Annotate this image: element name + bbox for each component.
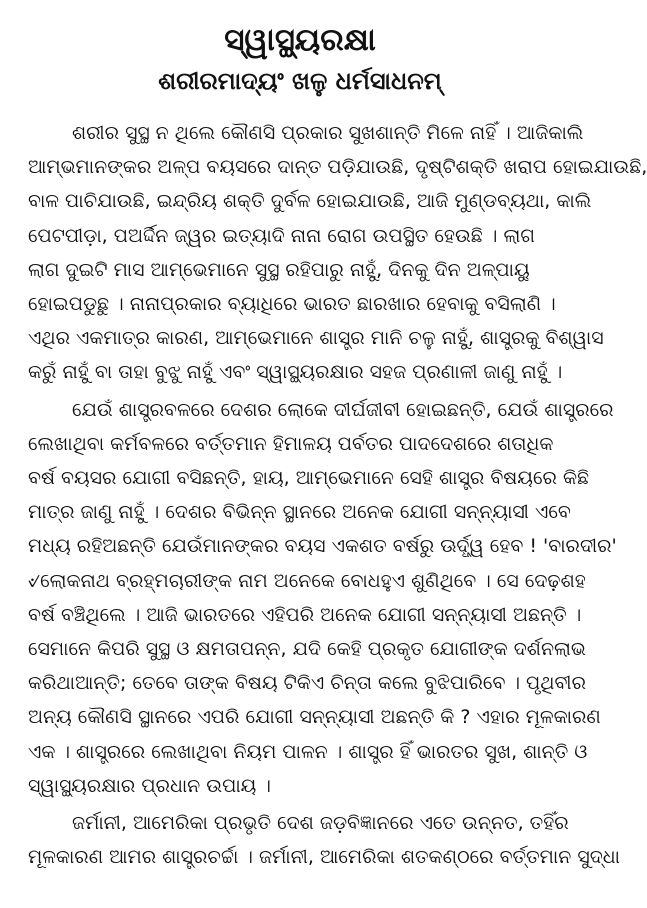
text-line: ଲେଖାଥିବା କର୍ମବଳରେ ବର୍ତ୍ତମାନ ହିମାଳୟ ପର୍ବତର ପାଦଦେଶରେ ଶତାଧିକ bbox=[28, 432, 554, 455]
text-line: ଏଥିର ଏକମାତ୍ର କାରଣ, ଆମ୍ଭେମାନେ ଶାସ୍ତ୍ର ମାନି ଚଳୁ ନାହୁଁ, ଶାସ୍ତ୍ରକୁ ବିଶ୍ୱାସ bbox=[28, 327, 604, 350]
text-line: ସେମାନେ କିପରି ସୁସ୍ଥ ଓ କ୍ଷମତାପନ୍ନ, ଯଦି କେହି ପ୍ରକୃତ ଯୋଗୀଙ୍କ ଦର୍ଶନଲାଭ bbox=[28, 638, 586, 661]
text-line: ଆମ୍ଭମାନଙ୍କର ଅଳ୍ପ ବୟସରେ ଦାନ୍ତ ପଡ଼ିଯାଉଛି, ଦୃଷ୍ଟିଶକ୍ତି ଖରାପ ହୋଇଯାଉଛି, bbox=[28, 156, 647, 179]
text-line: କରୁଁ ନାହୁଁ ବା ତାହା ବୁଝୁ ନାହୁଁ ଏବଂ ସ୍ୱାସ୍ଥ୍ୟରକ୍ଷାର ସହଜ ପ୍ରଣାଳୀ ଜାଣୁ ନାହୁଁ । bbox=[28, 361, 563, 384]
text-line: ଜର୍ମାନୀ, ଆମେରିକା ପ୍ରଭୃତି ଦେଶ ଜଡ଼ବିଜ୍ଞାନରେ ଏତେ ଉନ୍ନତ, ତହିଁର bbox=[72, 812, 569, 835]
text-line: ଲାଗ ଦୁଇଟି ମାସ ଆମ୍ଭେମାନେ ସୁସ୍ଥ ରହିପାରୁ ନାହୁଁ, ଦିନକୁ ଦିନ ଅଳ୍ପାୟୁ bbox=[28, 258, 530, 281]
text-line: ବର୍ଷ ବୟସର ଯୋଗୀ ବସିଛନ୍ତି, ହାୟ, ଆମ୍ଭେମାନେ ସେହି ଶାସ୍ତ୍ର ବିଷୟରେ କିଛି bbox=[28, 467, 590, 490]
text-line: ଶରୀର ସୁସ୍ଥ ନ ଥିଲେ କୌଣସି ପ୍ରକାର ସୁଖଶାନ୍ତି ମିଳେ ନାହିଁ । ଆଜିକାଲି bbox=[72, 122, 584, 144]
text-line: ଏକ । ଶାସ୍ତ୍ରରେ ଲେଖାଥିବା ନିୟମ ପାଳନ । ଶାସ୍ତ୍ର ହିଁ ଭାରତର ସୁଖ, ଶାନ୍ତି ଓ bbox=[28, 740, 588, 763]
text-line: ପେଟପୀଡ଼ା, ପଅର୍ଦ୍ଦିନ ଜ୍ୱର ଇତ୍ୟାଦି ନାନା ରୋଗ ଉପସ୍ଥିତ ହେଉଛି । ଲାଗ bbox=[28, 224, 535, 247]
paragraph-1 bbox=[28, 116, 647, 390]
paragraph-2 bbox=[28, 393, 617, 803]
text-line: ମାତ୍ର ଜାଣୁ ନାହୁଁ । ଦେଶର ବିଭିନ୍ନ ସ୍ଥାନରେ ଅନେକ ଯୋଗୀ ସନ୍ନ୍ୟାସୀ ଏବେ bbox=[28, 501, 571, 524]
text-line: ମୂଳକାରଣ ଆମର ଶାସ୍ତ୍ରଚର୍ଚ୍ଚା । ଜର୍ମାନୀ, ଆମେରିକା ଶତକଣ୍ଠରେ ବର୍ତ୍ତମାନ ସୁଦ୍ଧା bbox=[28, 846, 620, 869]
text-line: ମଧ୍ୟ ରହିଅଛନ୍ତି ଯେଉଁମାନଙ୍କର ବୟସ ଏକଶତ ବର୍ଷରୁ ଊର୍ଦ୍ଧ୍ୱ ହେବ ! 'ବାରଦୀର' bbox=[28, 535, 617, 558]
text-line: ସ୍ୱାସ୍ଥ୍ୟରକ୍ଷାର ପ୍ରଧାନ ଉପାୟ । bbox=[28, 774, 271, 797]
text-line: ୰ଲୋକନାଥ ବ୍ରହ୍ମଚାରୀଙ୍କ ନାମ ଅନେକେ ବୋଧହୁଏ ଶୁଣିଥିବେ । ସେ ଦେଢ଼ଶହ bbox=[28, 569, 586, 592]
paragraph-3 bbox=[28, 806, 620, 874]
text-line: ହୋଇପଡୁଛୁ । ନାନାପ୍ରକାର ବ୍ୟାଧିରେ ଭାରତ ଛାରଖାର ହେବାକୁ ବସିଲାଣି । bbox=[28, 293, 556, 316]
page-title: ସ୍ୱାସ୍ଥ୍ୟରକ୍ଷା bbox=[224, 22, 376, 58]
text-line: ବର୍ଷ ବଞ୍ଚିଥିଲେ । ଆଜି ଭାରତରେ ଏହିପରି ଅନେକ ଯୋଗୀ ସନ୍ନ୍ୟାସୀ ଅଛନ୍ତି । bbox=[28, 603, 582, 626]
text-line: ବାଳ ପାଚିଯାଉଛି, ଇନ୍ଦ୍ରିୟ ଶକ୍ତି ଦୁର୍ବଳ ହୋଇଯାଉଛି, ଆଜି ମୁଣ୍ଡବ୍ୟଥା, କାଲି bbox=[28, 190, 592, 213]
text-line: ଅନ୍ୟ କୌଣସି ସ୍ଥାନରେ ଏପରି ଯୋଗୀ ସନ୍ନ୍ୟାସୀ ଅଛନ୍ତି କି ? ଏହାର ମୂଳକାରଣ bbox=[28, 706, 601, 729]
text-line: କରିଥାଆନ୍ତି; ତେବେ ତାଙ୍କ ବିଷୟ ଟିକିଏ ଚିନ୍ତା କଲେ ବୁଝିପାରିବେ । ପୃଥିବୀର bbox=[28, 672, 586, 695]
text-line: ଯେଉଁ ଶାସ୍ତ୍ରବଳରେ ଦେଶର ଲୋକେ ଦୀର୍ଘଜୀବୀ ହୋଇଛନ୍ତି, ଯେଉଁ ଶାସ୍ତ୍ରରେ bbox=[72, 398, 614, 421]
page-subtitle: ଶରୀରମାଦ୍ୟଂ ଖଳୁ ଧର୍ମସାଧନମ୍ bbox=[158, 67, 442, 95]
